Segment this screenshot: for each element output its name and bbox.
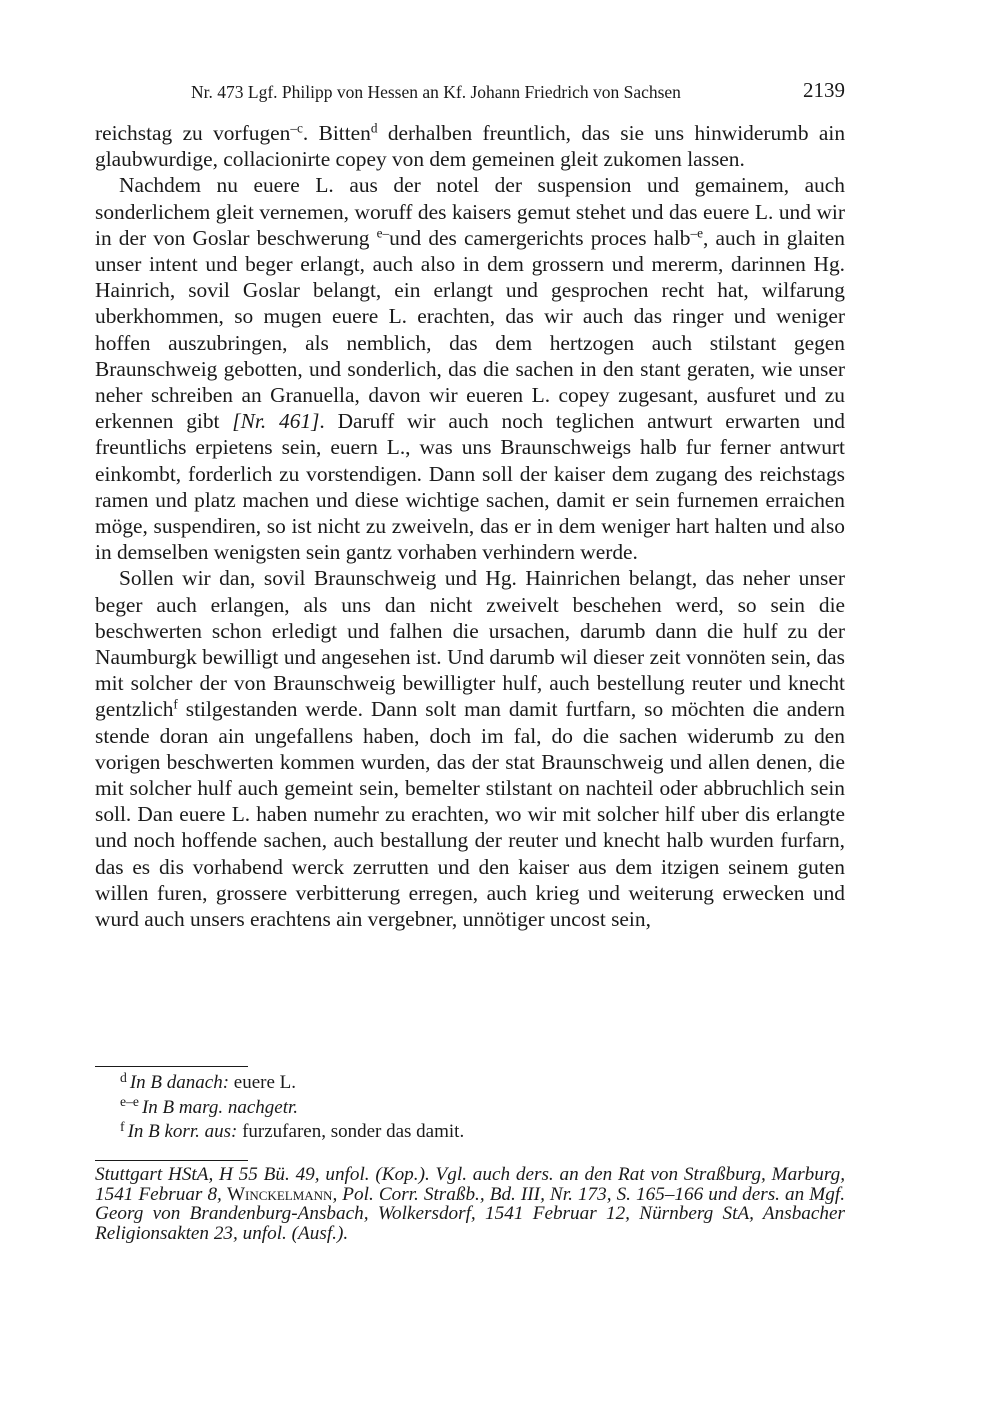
source-author: Winckelmann [226,1183,333,1205]
footnote-text: euere L. [229,1072,297,1093]
footnote-mark: d [120,1069,127,1085]
footnote-mark: e–e [120,1094,139,1110]
running-head-title: Nr. 473 Lgf. Philipp von Hessen an Kf. Johann Friedrich von Sachsen [191,82,681,102]
text-run: . Daruff wir auch noch teglichen antwurt erwarten und freuntlichs erpietens sein, euern L., was uns Braunschweigs halb fur ferner antwurt einkombt, forderlich zu vorstendigen. Dann soll der kaiser dem zugang des reichstags ramen und platz machen und diese wichtige sachen, damit er sein furnemen erraichen möge, suspendiren, so ist nicht zu zweiveln, das er in dem weniger hart halten und also in demselben wenigsten sein gantz vorhaben verhindern werde. [95,409,846,565]
text-run: derhalben freuntlich, das sie uns hinwiderumb ain glaubwurdige, collacionirte copey von dem gemeinen gleit zukomen lassen. [95,121,846,172]
footnote-f [120,1120,820,1145]
source-text: , Pol. Corr. Straßb., Bd. III, Nr. 173, S. 165–166 und ders. an Mgf. Georg von Brandenburg-Ansbach, Wolkersdorf, 1541 Februar 12, Nürnberg StA, Ansbacher Religionsakten 23, unfol. (Ausf.). [95,1183,846,1244]
paragraph-2 [95,172,845,565]
footnote-marker-d: d [370,120,378,136]
text-run: und des camergerichts proces halb [389,225,691,250]
footnote-note: In B marg. nachgetr. [141,1096,299,1118]
text-run: Sollen wir dan, sovil Braunschweig und Hg. Hainrichen belangt, das neher unser beger auch erlangen, als uns dan nicht zweivelt beschehen werd, so sein die beschwerten schon erledigt und falhen die ursachen, darumb dann die hulf zu der Naumburgk bewilligt und angesehen ist. Und darumb wil dieser zeit vonnöten sein, das mit solcher der von Braunschweig bewilligter hulf, auch bestellung reuter und knecht gentzlich [95,566,845,722]
paragraph-3 [95,565,845,932]
body-text [95,120,845,932]
footnote-separator [95,1066,248,1067]
footnote-text: furzufaren, sonder das damit. [237,1121,465,1142]
page-number: 2139 [803,78,845,102]
source-separator [95,1160,248,1161]
source-text: Stuttgart HStA, H 55 Bü. 49, unfol. (Kop.). Vgl. auch ders. an den Rat von Straßburg, Marburg, 1541 Februar 8, [95,1164,845,1205]
running-head [95,78,845,108]
text-run: stilgestanden werde. Dann solt man damit furtfarn, so möchten die andern stende doran ain ungefallens haben, doch im fal, do die sachen widerumb zu den vorigen beschwerten kommen wurden, das der stat Braunschweig und allen denen, die mit solcher hulf auch gemeint sein, bemelter stilstant on nachteil oder abbruchlich sein soll. Dan euere L. haben numehr zu erachten, wo wir mit solcher hilf uber dis erlangte und noch hoffende sachen, auch bestallung der reuter und knecht halb wurden furfarn, das es dis vorhabend werck zerrutten und den kaiser aus dem itzigen seinem guten willen furen, grossere verbitterung erregen, auch krieg und weiterung erwecken und wurd auch unsers erachtens ain vergebner, unnötiger uncost sein, [95,697,845,932]
footnote-marker-e-end: –e [690,225,704,241]
footnote-marker-c: –c [290,120,303,136]
footnote-note: In B korr. aus: [127,1121,238,1142]
text-run: , auch in glaiten unser intent und beger erlangt, auch also in dem grossern und mererm, darinnen Hg. Hainrich, sovil Goslar belangt, ein erlangt und gesprochen recht hat, wilfarung uberkhommen, so mugen euere L. erachten, das wir auch das ringer und weniger hoffen auszubringen, als nemblich, das dem hertzogen auch stilstant gegen Braunschweig gebotten, und sonderlich, das die sachen in den stant geraten, wie unser neher schreiben an Granuella, davon wir eueren L. copey zugesant, ausfuret und zu erkennen gibt [95,225,845,434]
page [95,78,845,932]
footnotes [120,1071,820,1145]
footnote-note: In B danach: [129,1072,230,1093]
source-note [95,1165,845,1243]
text-run: Nachdem nu euere L. aus der notel der suspension und gemainem, auch sonderlichem gleit vernemen, woruff des kaisers gemut stehet und das euere L. und wir in der von Goslar beschwerung [95,173,845,250]
footnote-d [120,1071,820,1096]
paragraph-1 [95,120,845,172]
text-run: . Bitten [302,121,371,145]
footnote-marker-e-start: e– [376,225,390,241]
footnote-mark: f [120,1118,125,1134]
text-run: reichstag zu vorfugen [95,121,291,145]
footnote-marker-f: f [173,697,178,713]
document-reference: [Nr. 461] [232,409,320,434]
footnote-e [120,1096,820,1121]
